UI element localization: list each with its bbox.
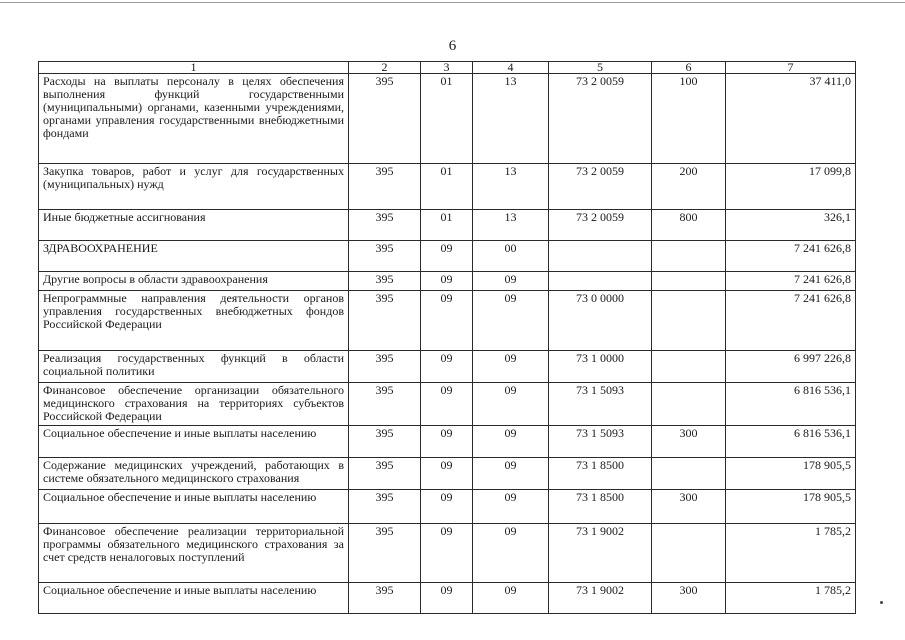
table-row <box>39 210 856 241</box>
column-header-1: 1 <box>39 62 349 74</box>
subsection-code-cell: 09 <box>473 490 549 524</box>
row-name-cell: Непрограммные направления деятельности органов управления государственных внебюджетных фондов Российской Федерации <box>39 291 349 351</box>
column-header-6: 6 <box>652 62 726 74</box>
section-code-cell: 01 <box>421 210 473 241</box>
table-row <box>39 241 856 272</box>
expense-type-cell <box>652 272 726 291</box>
subsection-code-cell: 09 <box>473 383 549 426</box>
amount-cell: 1 785,2 <box>726 583 856 614</box>
subsection-code-cell: 09 <box>473 583 549 614</box>
section-code-cell: 09 <box>421 272 473 291</box>
section-code-cell: 09 <box>421 490 473 524</box>
column-header-2: 2 <box>349 62 421 74</box>
target-item-cell: 73 2 0059 <box>549 210 652 241</box>
ministry-code-cell: 395 <box>349 291 421 351</box>
table-row <box>39 383 856 426</box>
table-row <box>39 291 856 351</box>
target-item-cell: 73 1 9002 <box>549 524 652 583</box>
ministry-code-cell: 395 <box>349 426 421 458</box>
section-code-cell: 09 <box>421 583 473 614</box>
amount-cell: 1 785,2 <box>726 524 856 583</box>
ministry-code-cell: 395 <box>349 74 421 164</box>
ministry-code-cell: 395 <box>349 241 421 272</box>
expense-type-cell <box>652 524 726 583</box>
row-name-cell: ЗДРАВООХРАНЕНИЕ <box>39 241 349 272</box>
row-name-cell: Содержание медицинских учреждений, работающих в системе обязательного медицинского страхования <box>39 458 349 490</box>
amount-cell: 326,1 <box>726 210 856 241</box>
subsection-code-cell: 09 <box>473 272 549 291</box>
subsection-code-cell: 09 <box>473 426 549 458</box>
column-number-row <box>39 62 856 74</box>
page-number: 6 <box>448 38 457 54</box>
target-item-cell: 73 1 8500 <box>549 458 652 490</box>
table-row <box>39 458 856 490</box>
table-row <box>39 426 856 458</box>
row-name-cell: Социальное обеспечение и иные выплаты населению <box>39 490 349 524</box>
subsection-code-cell: 13 <box>473 164 549 210</box>
section-code-cell: 09 <box>421 383 473 426</box>
table-row <box>39 351 856 383</box>
expense-type-cell: 300 <box>652 426 726 458</box>
scan-speck <box>880 601 883 604</box>
ministry-code-cell: 395 <box>349 351 421 383</box>
amount-cell: 7 241 626,8 <box>726 291 856 351</box>
section-code-cell: 01 <box>421 164 473 210</box>
row-name-cell: Другие вопросы в области здравоохранения <box>39 272 349 291</box>
expense-type-cell <box>652 291 726 351</box>
target-item-cell: 73 1 0000 <box>549 351 652 383</box>
row-name-cell: Финансовое обеспечение организации обязательного медицинского страхования на территориях субъектов Российской Федерации <box>39 383 349 426</box>
column-header-5: 5 <box>549 62 652 74</box>
ministry-code-cell: 395 <box>349 524 421 583</box>
expense-type-cell: 100 <box>652 74 726 164</box>
column-header-3: 3 <box>421 62 473 74</box>
row-name-cell: Социальное обеспечение и иные выплаты населению <box>39 426 349 458</box>
expense-type-cell <box>652 383 726 426</box>
amount-cell: 178 905,5 <box>726 458 856 490</box>
table-row <box>39 272 856 291</box>
expense-type-cell: 300 <box>652 490 726 524</box>
target-item-cell <box>549 241 652 272</box>
table-row <box>39 74 856 164</box>
subsection-code-cell: 09 <box>473 291 549 351</box>
expense-type-cell: 800 <box>652 210 726 241</box>
amount-cell: 6 816 536,1 <box>726 383 856 426</box>
amount-cell: 17 099,8 <box>726 164 856 210</box>
section-code-cell: 09 <box>421 524 473 583</box>
target-item-cell <box>549 272 652 291</box>
ministry-code-cell: 395 <box>349 583 421 614</box>
target-item-cell: 73 1 9002 <box>549 583 652 614</box>
section-code-cell: 09 <box>421 426 473 458</box>
budget-table <box>38 61 856 614</box>
subsection-code-cell: 09 <box>473 351 549 383</box>
target-item-cell: 73 1 5093 <box>549 383 652 426</box>
expense-type-cell: 200 <box>652 164 726 210</box>
row-name-cell: Социальное обеспечение и иные выплаты населению <box>39 583 349 614</box>
subsection-code-cell: 13 <box>473 210 549 241</box>
amount-cell: 6 997 226,8 <box>726 351 856 383</box>
section-code-cell: 09 <box>421 291 473 351</box>
row-name-cell: Финансовое обеспечение реализации территориальной программы обязательного медицинского страхования за счет средств неналоговых поступлений <box>39 524 349 583</box>
table-row <box>39 490 856 524</box>
table-row <box>39 524 856 583</box>
ministry-code-cell: 395 <box>349 272 421 291</box>
section-code-cell: 01 <box>421 74 473 164</box>
ministry-code-cell: 395 <box>349 383 421 426</box>
subsection-code-cell: 00 <box>473 241 549 272</box>
subsection-code-cell: 09 <box>473 458 549 490</box>
target-item-cell: 73 2 0059 <box>549 164 652 210</box>
expense-type-cell: 300 <box>652 583 726 614</box>
section-code-cell: 09 <box>421 458 473 490</box>
column-header-7: 7 <box>726 62 856 74</box>
table-row <box>39 164 856 210</box>
ministry-code-cell: 395 <box>349 164 421 210</box>
row-name-cell: Реализация государственных функций в области социальной политики <box>39 351 349 383</box>
amount-cell: 7 241 626,8 <box>726 272 856 291</box>
expense-type-cell <box>652 458 726 490</box>
expense-type-cell <box>652 351 726 383</box>
row-name-cell: Иные бюджетные ассигнования <box>39 210 349 241</box>
ministry-code-cell: 395 <box>349 490 421 524</box>
row-name-cell: Расходы на выплаты персоналу в целях обеспечения выполнения функций государственными (муниципальными) органами, казенными учреждениями, органами управления государственными внебюджетными фондами <box>39 74 349 164</box>
target-item-cell: 73 1 8500 <box>549 490 652 524</box>
amount-cell: 6 816 536,1 <box>726 426 856 458</box>
target-item-cell: 73 0 0000 <box>549 291 652 351</box>
table-row <box>39 583 856 614</box>
target-item-cell: 73 1 5093 <box>549 426 652 458</box>
row-name-cell: Закупка товаров, работ и услуг для государственных (муниципальных) нужд <box>39 164 349 210</box>
expense-type-cell <box>652 241 726 272</box>
amount-cell: 7 241 626,8 <box>726 241 856 272</box>
page-top-edge-line <box>0 2 905 3</box>
section-code-cell: 09 <box>421 241 473 272</box>
target-item-cell: 73 2 0059 <box>549 74 652 164</box>
column-header-4: 4 <box>473 62 549 74</box>
amount-cell: 37 411,0 <box>726 74 856 164</box>
amount-cell: 178 905,5 <box>726 490 856 524</box>
ministry-code-cell: 395 <box>349 458 421 490</box>
subsection-code-cell: 13 <box>473 74 549 164</box>
section-code-cell: 09 <box>421 351 473 383</box>
subsection-code-cell: 09 <box>473 524 549 583</box>
ministry-code-cell: 395 <box>349 210 421 241</box>
